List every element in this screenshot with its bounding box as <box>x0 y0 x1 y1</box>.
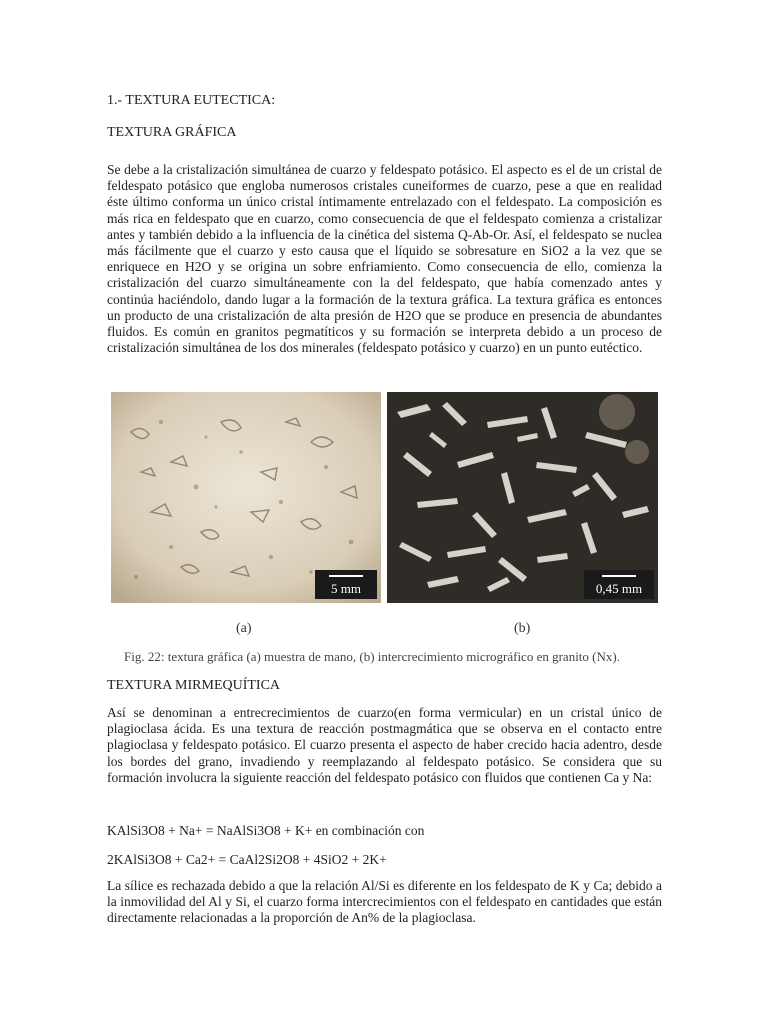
scale-line-a <box>329 575 363 577</box>
reaction-equation-2: 2KAlSi3O8 + Ca2+ = CaAl2Si2O8 + 4SiO2 + 2K+ <box>107 852 387 867</box>
figure-label-a: (a) <box>236 621 252 636</box>
scale-bar-a <box>315 570 377 599</box>
section-title: 1.- TEXTURA EUTECTICA: <box>107 93 276 108</box>
paragraph-silice: La sílice es rechazada debido a que la relación Al/Si es diferente en los feldespato de K y Ca; debido a la inmovilidad del Al y Si, el cuarzo forma intercrecimientos con el feldespato en cantidades que están directamente relacionadas a la proporción de An% de la plagioclasa. <box>107 878 662 926</box>
rock-sample-photo <box>111 392 381 603</box>
scale-label-a: 5 mm <box>331 581 361 596</box>
micrograph-photo <box>387 392 658 603</box>
subsection-title-grafica: TEXTURA GRÁFICA <box>107 125 237 140</box>
scale-line-b <box>602 575 636 577</box>
paragraph-mirmequitica: Así se denominan a entrecrecimientos de cuarzo(en forma vermicular) en un cristal único de plagioclasa ácida. Es una textura de reacción postmagmática que se observa en el contacto entre plagioclasa y feldespato potásico. El cuarzo presenta el aspecto de haber crecido hacia adentro, desde los bordes del grano, invadiendo y reemplazando al feldespato potásico. Se considera que su formación involucra la siguiente reacción del feldespato potásico con fluidos que contienen Ca y Na: <box>107 705 662 785</box>
figure-caption: Fig. 22: textura gráfica (a) muestra de mano, (b) intercrecimiento micrográfico en granito (Nx). <box>124 649 620 664</box>
subsection-title-mirmequitica: TEXTURA MIRMEQUÍTICA <box>107 678 281 693</box>
figure-label-b: (b) <box>514 621 531 636</box>
scale-label-b: 0,45 mm <box>595 581 643 596</box>
scale-bar-b <box>584 570 654 599</box>
paragraph-grafica: Se debe a la cristalización simultánea de cuarzo y feldespato potásico. El aspecto es el de un cristal de feldespato potásico que engloba numerosos cristales cuneiformes de cuarzo, pese a que en realidad éste último conforma un único cristal íntimamente entrelazado con el feldespato. La composición es más rica en feldespato que en cuarzo, como consecuencia de que el feldespato comienza a cristalizar antes y también debido a la influencia de la cinética del sistema Q-Ab-Or. Así, el feldespato se nuclea más fácilmente que el cuarzo y esto causa que el líquido se sobresature en SiO2 a la vez que se enriquece en H2O y se origina un sobre enfriamiento. Como consecuencia de ello, comienza la cristalización del cuarzo simultáneamente con la del feldespato, que había comenzado antes y continúa haciéndolo, dando lugar a la formación de la textura gráfica. La textura gráfica es entonces un producto de una cristalización de alta presión de H2O que se produce en presencia de abundantes fluidos. Es común en granitos pegmatíticos y su formación se interpreta debido a un proceso de cristalización simultánea de los dos minerales (feldespato potásico y cuarzo) en un punto eutéctico. <box>107 162 662 356</box>
reaction-equation-1: KAlSi3O8 + Na+ = NaAlSi3O8 + K+ en combinación con <box>107 823 425 838</box>
